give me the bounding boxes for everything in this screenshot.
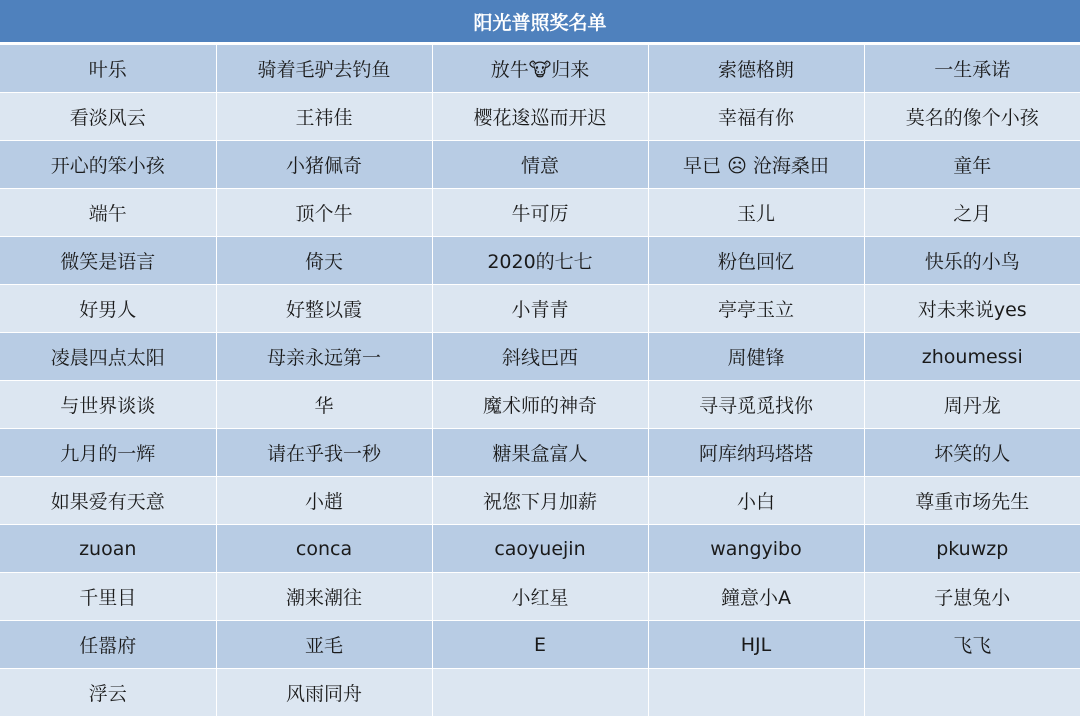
name-cell: 凌晨四点太阳	[0, 333, 216, 381]
name-cell: 倚天	[216, 237, 432, 285]
name-cell: 寻寻觅觅找你	[648, 381, 864, 429]
name-cell: 如果爱有天意	[0, 477, 216, 525]
name-cell: 潮来潮往	[216, 573, 432, 621]
name-cell: 九月的一辉	[0, 429, 216, 477]
name-cell: 牛可厉	[432, 189, 648, 237]
table-row	[0, 477, 1080, 525]
name-cell: 一生承诺	[864, 45, 1080, 93]
name-cell: 好男人	[0, 285, 216, 333]
table-row	[0, 333, 1080, 381]
name-cell: zuoan	[0, 525, 216, 573]
table-row	[0, 669, 1080, 716]
table-row	[0, 429, 1080, 477]
name-cell: 斜线巴西	[432, 333, 648, 381]
table-row	[0, 189, 1080, 237]
name-cell: 好整以霞	[216, 285, 432, 333]
table-title: 阳光普照奖名单	[0, 0, 1080, 45]
table-row	[0, 621, 1080, 669]
name-cell: 骑着毛驴去钓鱼	[216, 45, 432, 93]
name-cell	[648, 669, 864, 716]
name-cell: zhoumessi	[864, 333, 1080, 381]
name-cell: 小青青	[432, 285, 648, 333]
table-row	[0, 237, 1080, 285]
name-cell: 看淡风云	[0, 93, 216, 141]
name-cell: 放牛🐮归来	[432, 45, 648, 93]
name-cell: 王祎佳	[216, 93, 432, 141]
name-cell: 小猪佩奇	[216, 141, 432, 189]
name-cell: 与世界谈谈	[0, 381, 216, 429]
name-cell: 浮云	[0, 669, 216, 716]
name-cell: 顶个牛	[216, 189, 432, 237]
name-cell: 小白	[648, 477, 864, 525]
table-row	[0, 93, 1080, 141]
name-cell: 风雨同舟	[216, 669, 432, 716]
name-cell: 飞飞	[864, 621, 1080, 669]
name-cell	[864, 669, 1080, 716]
name-cell: 周健锋	[648, 333, 864, 381]
table-row	[0, 573, 1080, 621]
name-cell: wangyibo	[648, 525, 864, 573]
name-cell: 华	[216, 381, 432, 429]
name-cell: 坏笑的人	[864, 429, 1080, 477]
name-cell: 周丹龙	[864, 381, 1080, 429]
name-cell: 亚毛	[216, 621, 432, 669]
name-cell: 亭亭玉立	[648, 285, 864, 333]
name-cell: 开心的笨小孩	[0, 141, 216, 189]
name-cell: 请在乎我一秒	[216, 429, 432, 477]
name-cell: 之月	[864, 189, 1080, 237]
name-cell: 索德格朗	[648, 45, 864, 93]
name-cell	[432, 669, 648, 716]
name-cell: 端午	[0, 189, 216, 237]
name-cell: 小趙	[216, 477, 432, 525]
name-cell: 千里目	[0, 573, 216, 621]
name-cell: 微笑是语言	[0, 237, 216, 285]
table-row	[0, 285, 1080, 333]
name-cell: 莫名的像个小孩	[864, 93, 1080, 141]
name-cell: conca	[216, 525, 432, 573]
name-cell: 樱花逡巡而开迟	[432, 93, 648, 141]
name-cell: 祝您下月加薪	[432, 477, 648, 525]
name-cell: caoyuejin	[432, 525, 648, 573]
name-cell: HJL	[648, 621, 864, 669]
names-grid	[0, 45, 1080, 716]
name-cell: 叶乐	[0, 45, 216, 93]
name-cell: 对未来说yes	[864, 285, 1080, 333]
name-cell: 情意	[432, 141, 648, 189]
name-cell: 任嚣府	[0, 621, 216, 669]
name-cell: 小红星	[432, 573, 648, 621]
name-cell: 快乐的小鸟	[864, 237, 1080, 285]
name-cell: 早已 ☹ 沧海桑田	[648, 141, 864, 189]
name-cell: 阿库纳玛塔塔	[648, 429, 864, 477]
table-row	[0, 45, 1080, 93]
name-cell: 尊重市场先生	[864, 477, 1080, 525]
table-row	[0, 525, 1080, 573]
name-cell: 母亲永远第一	[216, 333, 432, 381]
name-cell: 粉色回忆	[648, 237, 864, 285]
name-cell: pkuwzp	[864, 525, 1080, 573]
name-cell: 子崽兔小	[864, 573, 1080, 621]
name-cell: 玉儿	[648, 189, 864, 237]
name-cell: 魔术师的神奇	[432, 381, 648, 429]
name-cell: 童年	[864, 141, 1080, 189]
name-cell: 鐘意小A	[648, 573, 864, 621]
name-cell: E	[432, 621, 648, 669]
name-cell: 幸福有你	[648, 93, 864, 141]
name-cell: 糖果盒富人	[432, 429, 648, 477]
table-row	[0, 141, 1080, 189]
table-row	[0, 381, 1080, 429]
name-cell: 2020的七七	[432, 237, 648, 285]
